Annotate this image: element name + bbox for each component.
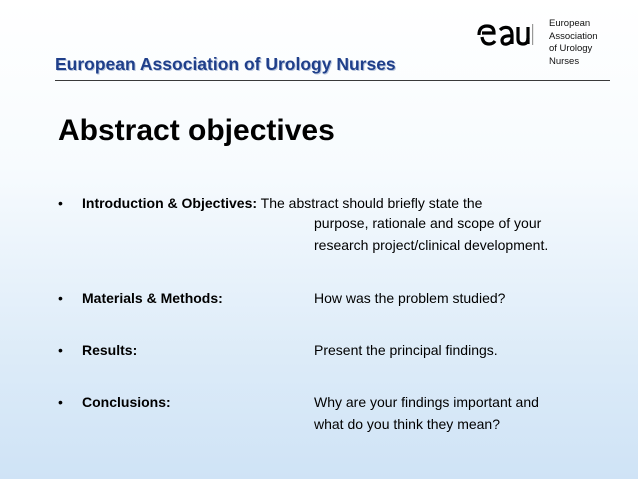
bullet-symbol: • [58, 195, 63, 211]
bullet-label: Conclusions: [82, 394, 171, 410]
logo-line: European [549, 18, 591, 29]
bullet-text: research project/clinical development. [314, 237, 549, 253]
bullet-description [314, 212, 634, 256]
logo-line: Association [549, 30, 598, 42]
logo-line: Nurses [549, 55, 580, 67]
bullet-text: Present the principal findings. [314, 342, 498, 358]
bullet-text: Why are your findings important and [314, 394, 539, 410]
bullet-symbol: • [58, 290, 63, 306]
bullet-description [314, 391, 634, 435]
bullet-label: Introduction & Objectives: [82, 195, 258, 211]
bullet-first-line [82, 192, 482, 214]
bullet-description [314, 287, 634, 309]
bullet-text: purpose, rationale and scope of your [314, 215, 542, 231]
bullet-symbol: • [58, 342, 63, 358]
bullet-description [314, 339, 634, 361]
bullet-label: Results: [82, 342, 138, 358]
slide-title: Abstract objectives [58, 114, 335, 147]
header-title: European Association of Urology Nurses [55, 54, 396, 74]
bullet-label: Materials & Methods: [82, 290, 223, 306]
bullet-symbol: • [58, 394, 63, 410]
logo-line: of Urology [549, 43, 593, 54]
bullet-text: what do you think they mean? [314, 416, 501, 432]
bullet-text: How was the problem studied? [314, 290, 506, 306]
bullet-text: The abstract should briefly state the [260, 195, 483, 211]
